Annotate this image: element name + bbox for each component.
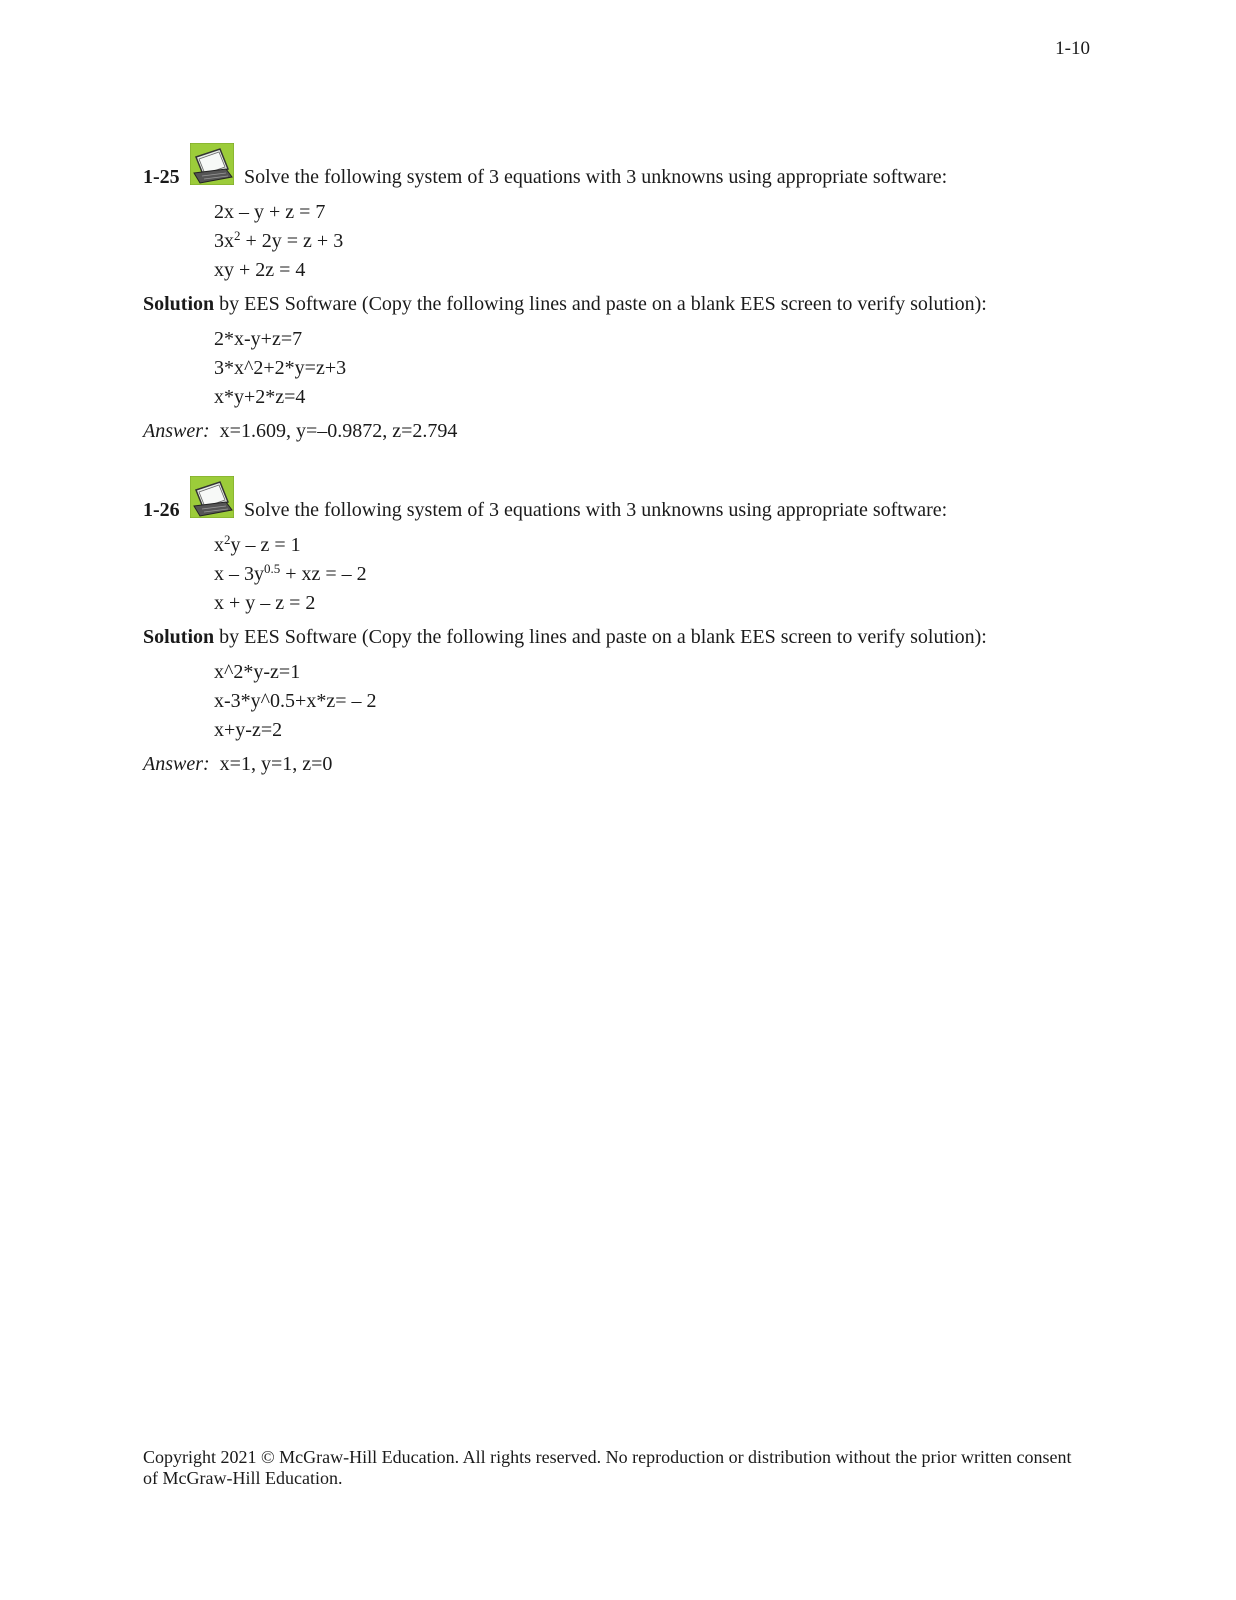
ees-line: x+y-z=2 — [214, 719, 283, 741]
ees-line: 3*x^2+2*y=z+3 — [214, 357, 347, 379]
ees-code — [214, 658, 376, 745]
ees-code — [214, 325, 346, 412]
equation: $3x^2 + 2y = z + 3$ — [214, 228, 344, 252]
problem-statement: Solve the following system of 3 equations with 3 unknowns using appropriate software: — [244, 499, 948, 521]
ees-line: x-3*y^0.5+x*z= – 2 — [214, 690, 377, 712]
footer-line: Copyright 2021 © McGraw-Hill Education. All rights reserved. No reproduction or distribution without the prior written consent — [143, 1447, 1072, 1467]
equation: x – $3y^{0.5}$ + xz = – 2 — [214, 561, 367, 585]
equation: xy + 2z = 4 — [214, 259, 306, 281]
problem-number: 1-25 — [143, 166, 180, 188]
equation-list — [214, 198, 343, 285]
ees-line: x*y+2*z=4 — [214, 386, 306, 408]
copyright-footer — [143, 1447, 1073, 1489]
equation: x + y – z = 2 — [214, 592, 316, 614]
problem-number: 1-26 — [143, 499, 180, 521]
answer-line: Answer: x=1.609, y=–0.9872, z=2.794 — [143, 420, 458, 442]
ees-line: 2*x-y+z=7 — [214, 328, 303, 350]
laptop-computer-icon — [190, 476, 234, 518]
equation: $x^2y - z = 1$ — [214, 532, 301, 556]
solution-line: Solution by EES Software (Copy the following lines and paste on a blank EES screen to verify solution): — [143, 293, 987, 315]
ees-line: x^2*y-z=1 — [214, 661, 301, 683]
answer-line: Answer: x=1, y=1, z=0 — [143, 753, 333, 775]
footer-line: of McGraw-Hill Education. — [143, 1468, 343, 1488]
problem-statement: Solve the following system of 3 equations with 3 unknowns using appropriate software: — [244, 166, 948, 188]
equation: 2x – y + z = 7 — [214, 201, 326, 223]
equation-list — [214, 531, 367, 618]
laptop-computer-icon — [190, 143, 234, 185]
page-number: 1-10 — [1055, 38, 1090, 59]
solution-line: Solution by EES Software (Copy the following lines and paste on a blank EES screen to verify solution): — [143, 626, 987, 648]
